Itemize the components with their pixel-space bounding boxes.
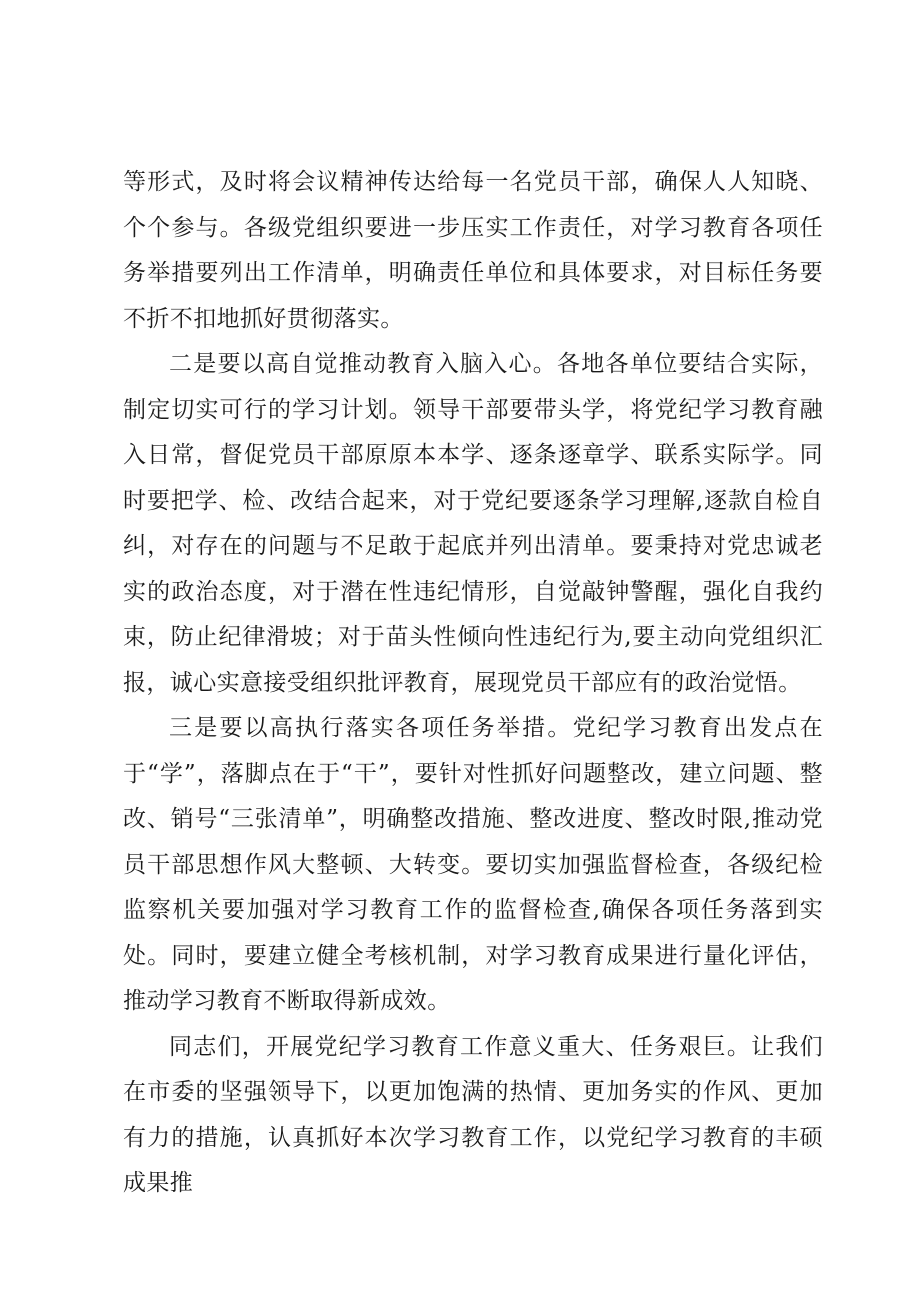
paragraph-point-three: 三是要以高执行落实各项任务举措。党纪学习教育出发点在于“学”，落脚点在于“干”，要针对性抓好问题整改，建立问题、整改、销号“三张清单”，明确整改措施、整改进度、整改时限,推动党员干部思想作风大整顿、大转变。要切实加强监督检查，各级纪检监察机关要加强对学习教育工作的监督检查,确保各项任务落到实处。同时，要建立健全考核机制，对学习教育成果进行量化评估，推动学习教育不断取得新成效。 xyxy=(123,715,823,1014)
paragraph-continuation: 等形式，及时将会议精神传达给每一名党员干部，确保人人知晓、个个参与。各级党组织要进一步压实工作责任，对学习教育各项任务举措要列出工作清单，明确责任单位和具体要求，对目标任务要不折不扣地抓好贯彻落实。 xyxy=(123,169,823,332)
document-body xyxy=(123,160,823,1207)
paragraph-closing: 同志们，开展党纪学习教育工作意义重大、任务艰巨。让我们在市委的坚强领导下，以更加饱满的热情、更加务实的作风、更加有力的措施，认真抓好本次学习教育工作，以党纪学习教育的丰硕成果推 xyxy=(123,1033,823,1196)
paragraph-point-two: 二是要以高自觉推动教育入脑入心。各地各单位要结合实际，制定切实可行的学习计划。领导干部要带头学，将党纪学习教育融入日常，督促党员干部原原本本学、逐条逐章学、联系实际学。同时要把学、检、改结合起来，对于党纪要逐条学习理解,逐款自检自纠，对存在的问题与不足敢于起底并列出清单。要秉持对党忠诚老实的政治态度，对于潜在性违纪情形，自觉敲钟警醒，强化自我约束，防止纪律滑坡；对于苗头性倾向性违纪行为,要主动向党组织汇报，诚心实意接受组织批评教育，展现党员干部应有的政治觉悟。 xyxy=(123,351,823,696)
